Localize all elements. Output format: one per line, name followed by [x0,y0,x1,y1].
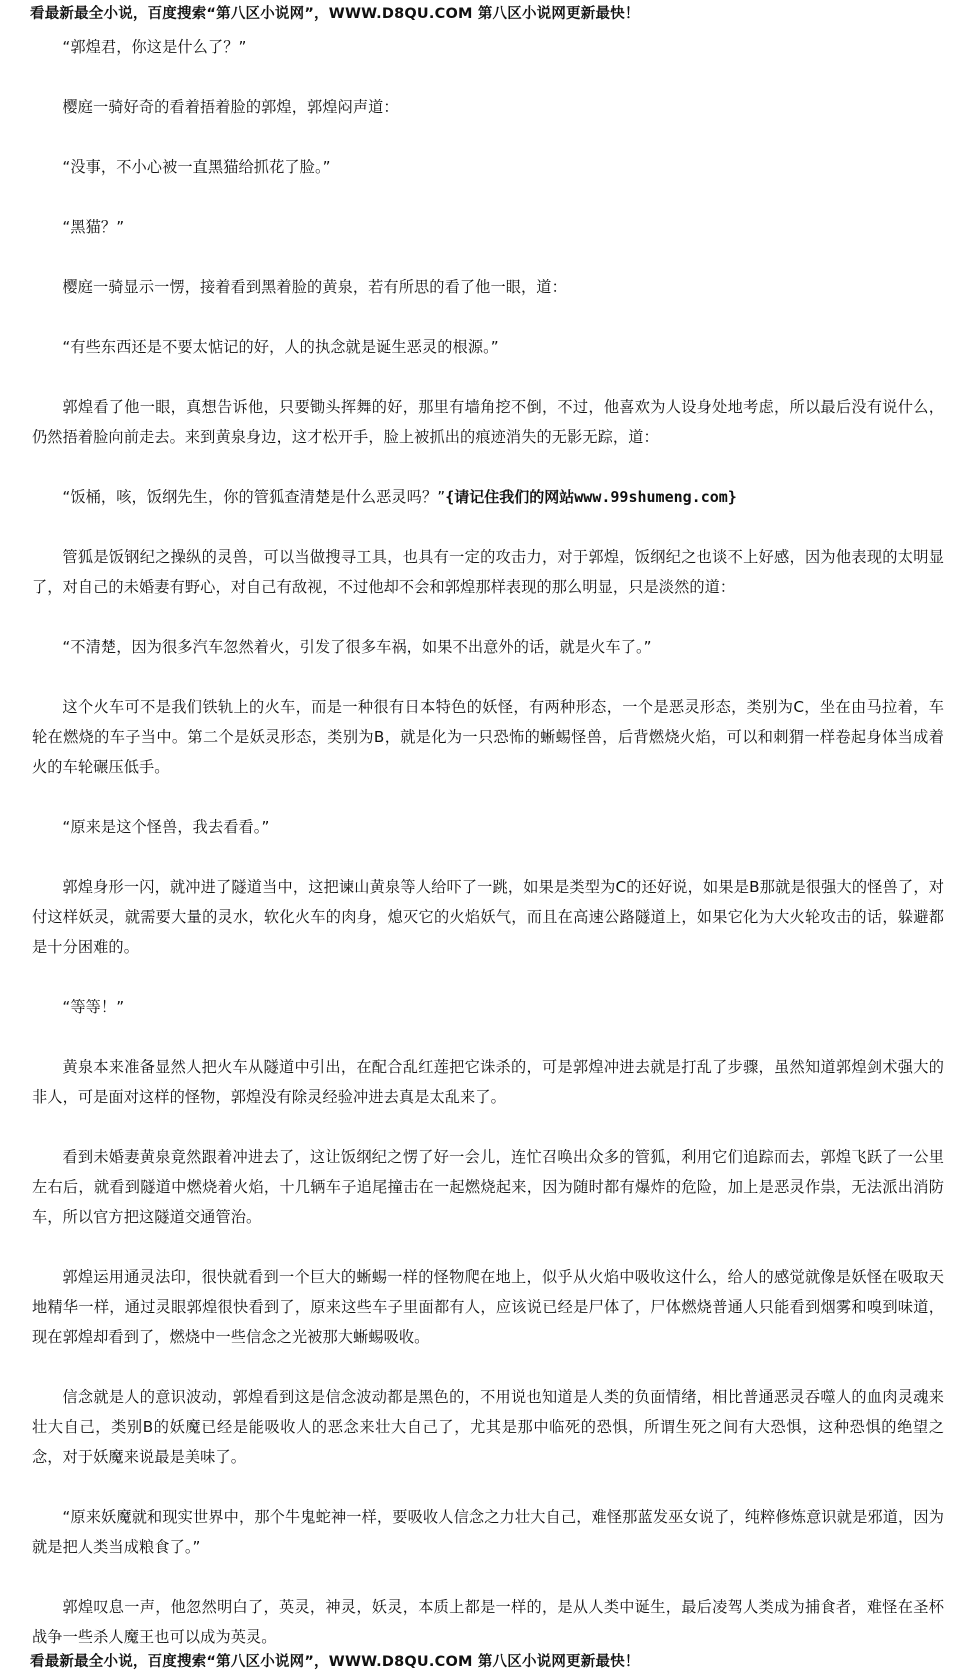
paragraph-gap [32,962,944,992]
paragraph: 樱庭一骑显示一愣，接着看到黑着脸的黄泉，若有所思的看了他一眼，道： [62,278,567,296]
paragraph: 郭煌叹息一声，他忽然明白了，英灵，神灵，妖灵，本质上都是一样的，是从人类中诞生，最后凌驾人类成为捕食者，难怪在圣杯战争一些杀人魔王也可以成为英灵。 [32,1598,944,1646]
paragraph: 看到未婚妻黄泉竟然跟着冲进去了，这让饭纲纪之愣了好一会儿，连忙召唤出众多的管狐，利用它们追踪而去，郭煌飞跃了一公里左右后，就看到隧道中燃烧着火焰，十几辆车子追尾撞击在一起燃烧起来，因为随时都有爆炸的危险，加上是恶灵作祟，无法派出消防车，所以官方把这隧道交通管治。 [32,1148,944,1226]
paragraph: 樱庭一骑好奇的看着捂着脸的郭煌，郭煌闷声道： [62,98,399,116]
paragraph: 郭煌运用通灵法印，很快就看到一个巨大的蜥蜴一样的怪物爬在地上，似乎从火焰中吸收这什么，给人的感觉就像是妖怪在吸取天地精华一样，通过灵眼郭煌很快看到了，原来这些车子里面都有人，应该说已经是尸体了，尸体燃烧普通人只能看到烟雾和嗅到味道，现在郭煌却看到了，燃烧中一些信念之光被那大蜥蜴吸收。 [32,1268,944,1346]
paragraph: 郭煌看了他一眼，真想告诉他，只要锄头挥舞的好，那里有墙角挖不倒，不过，他喜欢为人设身处地考虑，所以最后没有说什么，仍然捂着脸向前走去。来到黄泉身边，这才松开手，脸上被抓出的痕迹消失的无影无踪，道： [32,398,944,446]
paragraph-gap [32,1232,944,1262]
chapter-body [0,32,978,1652]
top-ad-banner: 看最新最全小说，百度搜索“第八区小说网”，WWW.D8QU.COM 第八区小说网更新最快！ [30,6,640,22]
paragraph: “郭煌君，你这是什么了？” [62,38,247,56]
paragraph-gap [32,452,944,482]
paragraph: “等等！” [62,998,125,1016]
dialogue-text: “饭桶，咳，饭纲先生，你的管狐查清楚是什么恶灵吗？” [62,488,446,506]
paragraph: “原来妖魔就和现实世界中，那个牛鬼蛇神一样，要吸收人信念之力壮大自己，难怪那蓝发巫女说了，纯粹修炼意识就是邪道，因为就是把人类当成粮食了。” [32,1508,944,1556]
paragraph-gap [32,302,944,332]
paragraph-gap [32,1562,944,1592]
paragraph: “黑猫？” [62,218,125,236]
paragraph-gap [32,182,944,212]
paragraph-gap [32,1352,944,1382]
paragraph: “没事，不小心被一直黑猫给抓花了脸。” [62,158,331,176]
paragraph: 信念就是人的意识波动，郭煌看到这是信念波动都是黑色的，不用说也知道是人类的负面情绪，相比普通恶灵吞噬人的血肉灵魂来壮大自己，类别B的妖魔已经是能吸收人的恶念来壮大自己了，尤其是那中临死的恐惧，所谓生死之间有大恐惧，这种恐惧的绝望之念，对于妖魔来说最是美味了。 [32,1388,944,1466]
paragraph [32,482,944,512]
bottom-ad-banner: 看最新最全小说，百度搜索“第八区小说网”，WWW.D8QU.COM 第八区小说网更新最快！ [30,1654,640,1670]
paragraph-gap [32,782,944,812]
paragraph-gap [32,842,944,872]
paragraph-gap [32,122,944,152]
paragraph-gap [32,602,944,632]
site-watermark-note: {请记住我们的网站www.99shumeng.com} [445,488,737,506]
paragraph: “原来是这个怪兽，我去看看。” [62,818,270,836]
paragraph-gap [32,512,944,542]
paragraph-gap [32,242,944,272]
paragraph: 管狐是饭钢纪之操纵的灵兽，可以当做搜寻工具，也具有一定的攻击力，对于郭煌，饭纲纪之也谈不上好感，因为他表现的太明显了，对自己的未婚妻有野心，对自己有敌视，不过他却不会和郭煌那样表现的那么明显，只是淡然的道： [32,548,944,596]
paragraph-gap [32,1022,944,1052]
paragraph-gap [32,362,944,392]
paragraph: 这个火车可不是我们铁轨上的火车，而是一种很有日本特色的妖怪，有两种形态，一个是恶灵形态，类别为C，坐在由马拉着，车轮在燃烧的车子当中。第二个是妖灵形态，类别为B，就是化为一只恐怖的蜥蜴怪兽，后背燃烧火焰，可以和刺猬一样卷起身体当成着火的车轮碾压低手。 [32,698,944,776]
paragraph-gap [32,662,944,692]
paragraph-gap [32,62,944,92]
paragraph: “有些东西还是不要太惦记的好，人的执念就是诞生恶灵的根源。” [62,338,499,356]
paragraph-gap [32,1472,944,1502]
paragraph: 郭煌身形一闪，就冲进了隧道当中，这把谏山黄泉等人给吓了一跳，如果是类型为C的还好说，如果是B那就是很强大的怪兽了，对付这样妖灵，就需要大量的灵水，软化火车的肉身，熄灭它的火焰妖气，而且在高速公路隧道上，如果它化为大火轮攻击的话，躲避都是十分困难的。 [32,878,944,956]
paragraph: “不清楚，因为很多汽车忽然着火，引发了很多车祸，如果不出意外的话，就是火车了。” [62,638,652,656]
paragraph-gap [32,1112,944,1142]
paragraph: 黄泉本来准备显然人把火车从隧道中引出，在配合乱红莲把它诛杀的，可是郭煌冲进去就是打乱了步骤，虽然知道郭煌剑术强大的非人，可是面对这样的怪物，郭煌没有除灵经验冲进去真是太乱来了。 [32,1058,944,1106]
